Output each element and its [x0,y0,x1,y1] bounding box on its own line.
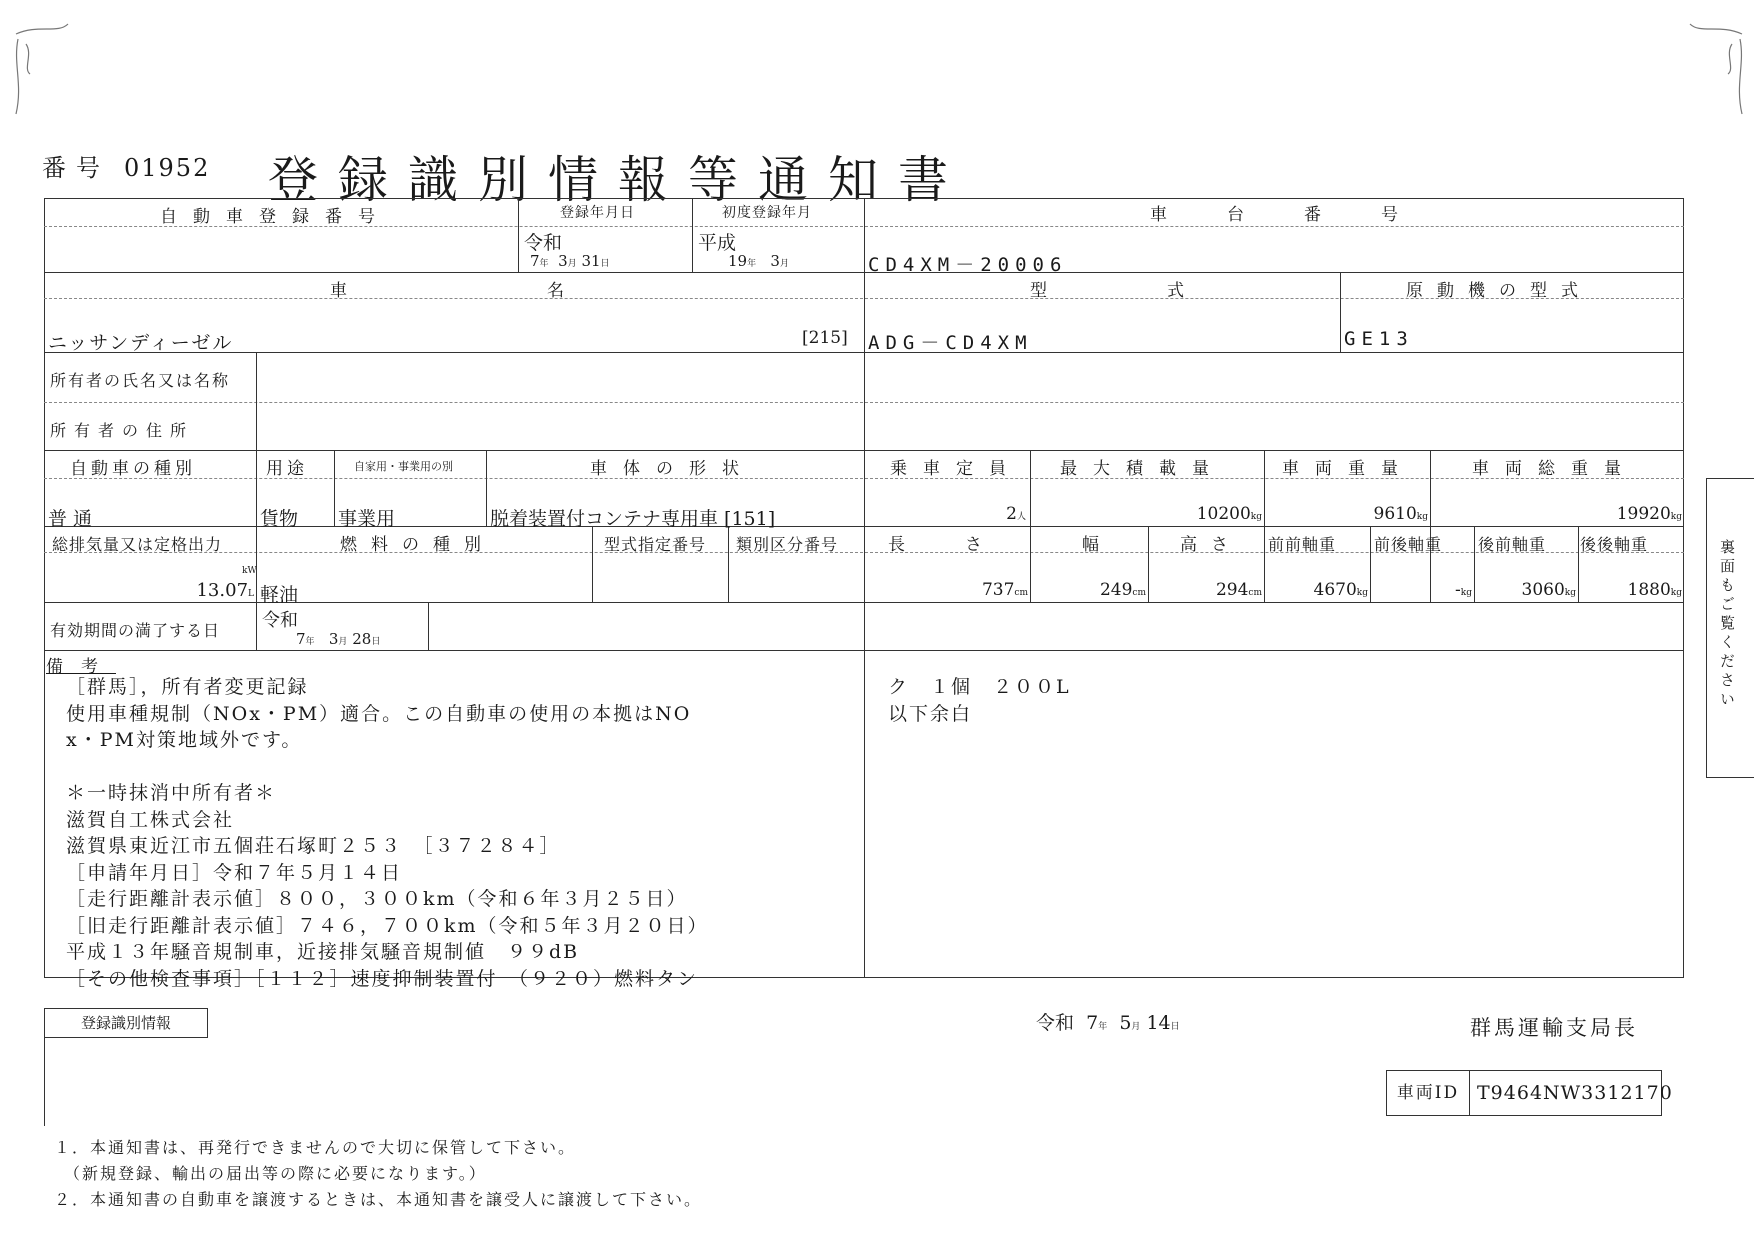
label-max-load: 最大積載量 [1060,459,1225,479]
issuing-authority: 群馬運輸支局長 [1470,1016,1638,1040]
height-value: 294cm [1215,580,1262,600]
remarks-line: ［申請年月日］令和７年５月１４日 [66,861,403,884]
label-height: 高さ [1180,535,1242,555]
label-use: 用途 [266,459,308,479]
issue-date: 令和 7年 5月 14日 [1036,1012,1180,1034]
remarks-line: 滋賀県東近江市五個荘石塚町２５３ ［３７２８４］ [66,835,561,857]
width-value: 249cm [1099,580,1146,600]
registration-era: 令和 [524,232,563,254]
remarks-line: x・PM対策地域外です。 [66,729,303,751]
label-vehicle-weight: 車両重量 [1282,459,1414,479]
label-length: 長さ [888,535,1042,555]
label-width: 幅 [1082,535,1103,555]
label-first-registration: 初度登録年月 [722,205,812,221]
displacement-value: 13.07L [196,580,254,601]
document-number-label: 番号 [42,154,110,182]
label-validity: 有効期間の満了する日 [50,621,221,640]
rear-front-axle-value: 3060kg [1521,580,1576,600]
vehicle-id-value: T9464NW3312170 [1477,1082,1673,1104]
use-value: 貨物 [260,508,299,530]
first-registration-value: 19年 3月 [728,252,789,270]
label-gross-weight: 車両総重量 [1472,459,1637,479]
front-rear-axle-value: -kg [1455,580,1472,600]
remarks-right [888,674,1288,727]
corner-ornament-icon [8,14,78,144]
remarks-line: ＊一時抹消中所有者＊ [66,782,277,804]
engine-model-value: GE13 [1344,328,1414,350]
label-private-business: 自家用・事業用の別 [354,460,453,473]
remarks-line: ク １個 ２００L [888,676,1071,698]
gross-weight-value: 19920kg [1616,504,1682,524]
label-displacement: 総排気量又は定格出力 [52,535,223,554]
fuel-value: 軽油 [260,584,299,606]
label-registration-date: 登録年月日 [560,205,635,221]
label-category-number: 類別区分番号 [736,535,839,554]
vehicle-id-box [1386,1070,1673,1116]
remarks-line: 以下余白 [888,702,973,725]
remarks-line: 平成１３年騒音規制車，近接排気騒音規制値 ９９dB [66,941,580,963]
first-registration-era: 平成 [698,232,737,254]
label-registration-number: 自動車登録番号 [160,207,391,227]
registration-info-label: 登録識別情報 [44,1008,208,1038]
car-name-code: [215] [802,328,848,348]
car-name-value: ニッサンディーゼル [48,332,234,354]
label-rear-rear-axle: 後後軸重 [1580,535,1649,554]
label-type-designation: 型式指定番号 [604,535,707,554]
label-body-shape: 車体の形状 [590,459,755,479]
label-fuel: 燃料の種別 [340,535,495,555]
remarks-left [66,674,866,992]
validity-date-value: 7年 3月 28日 [296,630,381,648]
max-load-value: 10200kg [1196,504,1262,524]
label-engine-model: 原動機の型式 [1406,281,1592,301]
note-line: （新規登録、輸出の届出等の際に必要になります。） [54,1164,487,1183]
remarks-line: 滋賀自工株式会社 [66,808,235,831]
registration-date-value: 7年 3月 31日 [530,252,610,270]
label-capacity: 乗車定員 [890,459,1022,479]
displacement-unit: kW [242,566,257,576]
label-front-rear-axle: 前後軸重 [1374,535,1443,554]
remarks-line: ［群馬］，所有者変更記録 [66,676,309,698]
label-remarks: 備考 [46,657,116,677]
vehicle-id-label: 車両ID [1387,1071,1470,1115]
label-rear-front-axle: 後前軸重 [1478,535,1547,554]
model-value: ADG－CD4XM [868,332,1033,354]
chassis-number-value: CD4XM－20006 [868,254,1068,276]
private-business-value: 事業用 [338,508,396,530]
remarks-line: 使用車種規制（NOx・PM）適合。この自動車の使用の本拠はNO [66,702,692,725]
vehicle-weight-value: 9610kg [1373,504,1428,524]
label-model: 型式 [1030,281,1304,301]
label-car-name: 車名 [330,281,764,301]
capacity-value: 2人 [1006,504,1026,524]
validity-era: 令和 [262,610,298,631]
remarks-line: ［走行距離計表示値］８００，３００km（令和６年３月２５日） [66,888,688,910]
note-line: ２．本通知書の自動車を譲渡するときは、本通知書を譲受人に譲渡して下さい。 [54,1190,703,1209]
note-line: １．本通知書は、再発行できませんので大切に保管して下さい。 [54,1138,577,1157]
label-front-front-axle: 前前軸重 [1268,535,1337,554]
page-title: 登録識別情報等通知書 [268,151,968,209]
see-reverse-tab [1706,478,1754,778]
front-front-axle-value: 4670kg [1313,580,1368,600]
vehicle-kind-value: 普 通 [48,508,93,530]
footer-notes [54,1135,702,1213]
label-owner-name: 所有者の氏名又は名称 [50,371,231,390]
remarks-line: ［旧走行距離計表示値］７４６，７００km（令和５年３月２０日） [66,914,709,937]
document-number [42,148,210,183]
document-number-value: 01952 [124,154,211,182]
rear-rear-axle-value: 1880kg [1627,580,1682,600]
length-value: 737cm [981,580,1028,600]
label-owner-address: 所有者の住所 [50,421,195,440]
label-vehicle-kind: 自動車の種別 [70,459,196,479]
label-chassis-number: 車台番号 [1150,205,1458,225]
remarks-line: ［その他検査事項］［１１２］速度抑制装置付 （９２０）燃料タン [66,967,699,990]
see-reverse-text: 裏面もご覧ください [1718,539,1736,710]
remarks-line [66,754,866,781]
corner-ornament-icon [1680,14,1750,144]
body-shape-value: 脱着装置付コンテナ専用車 [151] [490,508,776,530]
